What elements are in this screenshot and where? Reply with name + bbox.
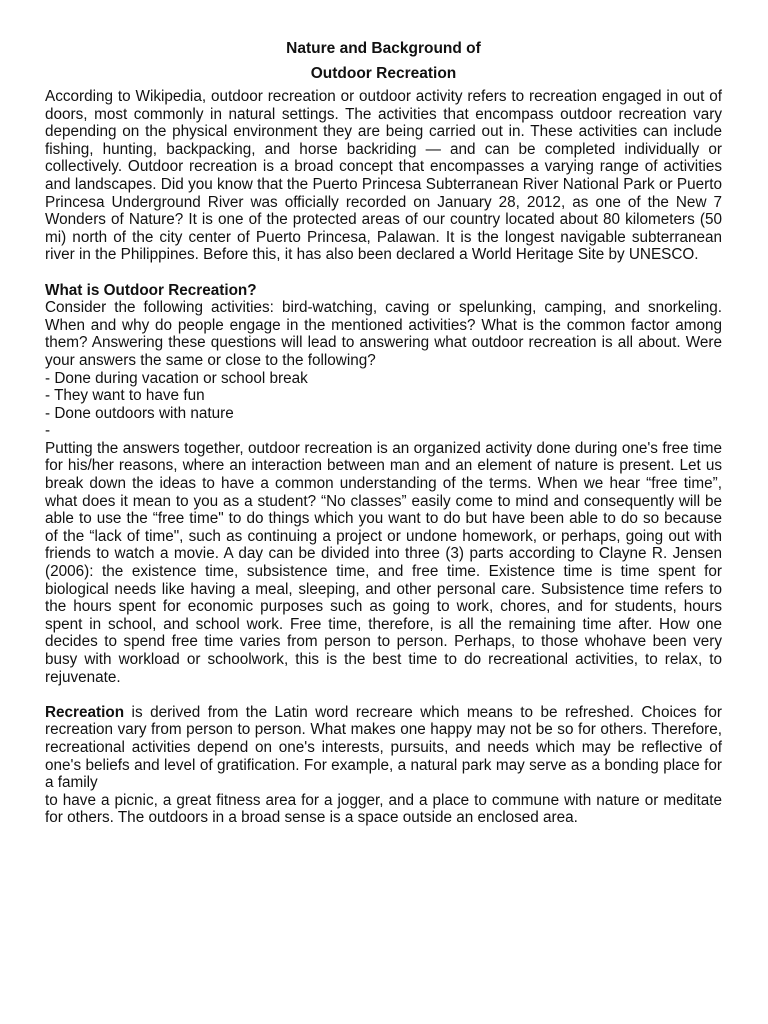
- section-heading: What is Outdoor Recreation?: [45, 281, 257, 299]
- paragraph-spacer: [45, 264, 722, 282]
- final-paragraph: to have a picnic, a great fitness area for a jogger, and a place to commune with nature or meditate for others. The outdoors in a broad sense is a space outside an enclosed area.: [45, 791, 722, 827]
- intro-paragraph: According to Wikipedia, outdoor recreation or outdoor activity refers to recreation engaged in out of doors, most commonly in natural settings. The activities that encompass outdoor recreation vary depending on the physical environment they are being carried out in. These activities can include fishing, hunting, backpacking, and horse backriding — and can be completed individually or collectively. Outdoor recreation is a broad concept that encompasses a varying range of activities and landscapes. Did you know that the Puerto Princesa Subterranean River National Park or Puerto Princesa Underground River was officially recorded on January 28, 2012, as one of the New 7 Wonders of Nature? It is one of the protected areas of our country located about 80 kilometers (50 mi) north of the city center of Puerto Princesa, Palawan. It is the longest navigable subterranean river in the Philippines. Before this, it has also been declared a World Heritage Site by UNESCO.: [45, 88, 722, 264]
- list-item: -: [45, 422, 51, 440]
- section-paragraph: Consider the following activities: bird-watching, caving or spelunking, camping, and snorkeling. When and why do people engage in the mentioned activities? What is the common factor among them? Answering these questions will lead to answering what outdoor recreation is all about. Were your answers the same or close to the following?: [45, 299, 722, 369]
- free-time-paragraph: Putting the answers together, outdoor recreation is an organized activity done during one's free time for his/her reasons, where an interaction between man and an element of nature is present. Let us break down the ideas to have a common understanding of the terms. When we hear “free time”, what does it mean to you as a student? “No classes” easily come to mind and consequently will be able to use the “free time" to do things which you want to do but have been able to do so because of the “lack of time", such as continuing a project or undone homework, or perhaps, going out with friends to watch a movie. A day can be divided into three (3) parts according to Clayne R. Jensen (2006): the existence time, subsistence time, and free time. Existence time is time spent for biological needs like having a meal, sleeping, and other personal care. Subsistence time refers to the hours spent for economic purposes such as going to work, chores, and for students, hours spent in school, and school work. Free time, therefore, is all the remaining time after. How one decides to spend free time varies from person to person. Perhaps, to those whohave been very busy with workload or schoolwork, this is the best time to do recreational activities, to relax, to rejuvenate.: [45, 439, 722, 686]
- paragraph-spacer: [45, 686, 722, 704]
- recreation-term: Recreation: [45, 703, 125, 721]
- document-title-line-1: Nature and Background of: [286, 40, 481, 57]
- document-title-line-2: Outdoor Recreation: [310, 65, 457, 82]
- list-item: - They want to have fun: [45, 387, 205, 405]
- recreation-paragraph: [45, 704, 722, 792]
- recreation-paragraph-text: is derived from the Latin word recreare which means to be refreshed. Choices for recreation vary from person to person. What makes one happy may not be so for others. Therefore, recreational activities depend on one's interests, pursuits, and needs which may be reflective of one's beliefs and level of gratification. For example, a natural park may serve as a bonding place for a family: [45, 703, 722, 792]
- list-item: - Done outdoors with nature: [45, 404, 234, 422]
- answer-list: [45, 370, 722, 440]
- list-item: - Done during vacation or school break: [45, 369, 308, 387]
- document-page: [45, 36, 722, 827]
